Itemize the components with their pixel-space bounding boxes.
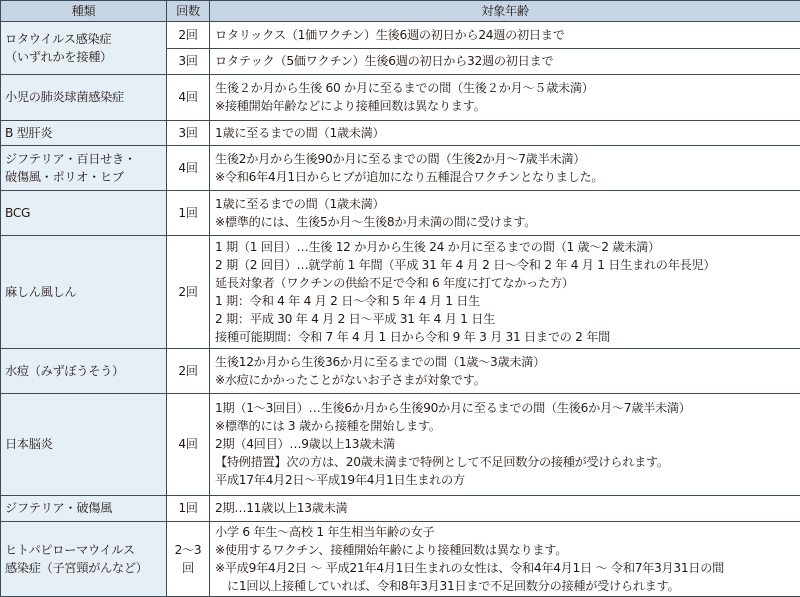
target-age-text: 接種可能期間：令和 7 年 4 月 1 日から令和 9 年 3 月 31 日までの 2 年間 <box>215 329 610 344</box>
dose-count: 2回 <box>167 348 210 393</box>
target-age-text: に1回以上接種していれば、令和8年3月31日まで不足回数分の接種が受けられます。 <box>227 578 680 593</box>
table-row <box>1 190 800 235</box>
vaccine-name: ヒトパピローマウイルス <box>5 542 135 557</box>
target-age-text: 生後2か月から生後90か月に至るまでの間（生後2か月～7歳半未満） <box>215 151 586 166</box>
vaccine-name-cell <box>1 145 167 190</box>
header-row <box>1 1 800 22</box>
dose-count: 3回 <box>167 120 210 145</box>
vaccine-name-cell <box>1 348 167 393</box>
dose-count: 2回 <box>167 236 210 348</box>
vaccine-name-cell <box>1 120 167 145</box>
vaccine-name: ロタウイルス感染症 <box>5 31 112 46</box>
table-row <box>1 348 800 393</box>
target-age-cell <box>210 393 800 495</box>
vaccine-name: ジフテリア・破傷風 <box>5 501 112 516</box>
header-count: 回数 <box>167 1 210 22</box>
target-age-text: ※令和6年4月1日からヒブが追加になり五種混合ワクチンとなりました。 <box>215 169 604 184</box>
target-age-text: 延長対象者（ワクチンの供給不足で令和 6 年度に打てなかった方） <box>215 275 574 290</box>
target-age-cell <box>210 120 800 145</box>
vaccine-name-cell <box>1 22 167 75</box>
table-row <box>1 120 800 145</box>
vaccine-name-cell <box>1 495 167 521</box>
target-age-text: ロタテック（5価ワクチン）生後6週の初日から32週の初日まで <box>215 54 554 69</box>
dose-count: 1回 <box>167 495 210 521</box>
vaccine-name: 小児の肺炎球菌感染症 <box>5 90 124 105</box>
vaccine-name: 日本脳炎 <box>5 437 53 452</box>
target-age-text: 平成17年4月2日～平成19年4月1日生まれの方 <box>215 473 465 488</box>
target-age-cell <box>210 22 800 49</box>
target-age-text: 生後12か月から生後36か月に至るまでの間（1歳～3歳未満） <box>215 354 546 369</box>
table-row <box>1 145 800 190</box>
vaccine-name: 破傷風・ポリオ・ヒブ <box>5 169 124 184</box>
dose-count: 3回 <box>167 48 210 74</box>
target-age-text: 小学 6 年生～高校 1 年生相当年齢の女子 <box>215 524 435 539</box>
target-age-text: ※使用するワクチン、接種開始年齢により接種回数は異なります。 <box>215 542 568 557</box>
vaccine-name: 感染症（子宮頸がんなど） <box>5 560 148 575</box>
target-age-text: 2 期（2 回目）…就学前 1 年間（平成 31 年 4 月 2 日～令和 2 年 4 月 1 日生まれの年長児） <box>215 257 716 272</box>
header-type: 種類 <box>1 1 167 22</box>
target-age-text: 2期（4回目）…9歳以上13歳未満 <box>215 437 395 452</box>
dose-count: 4回 <box>167 145 210 190</box>
dose-count: 4回 <box>167 393 210 495</box>
table-row <box>1 393 800 495</box>
vaccine-name: （いずれかを接種） <box>5 49 112 64</box>
vaccine-name: 水痘（みずぼうそう） <box>5 363 124 378</box>
target-age-text: 1歳に至るまでの間（1歳未満） <box>215 197 385 212</box>
header-target-age: 対象年齢 <box>210 1 800 22</box>
vaccine-name-cell <box>1 236 167 348</box>
vaccine-name: BCG <box>5 206 31 221</box>
target-age-text: ※標準的には 3 歳から接種を開始します。 <box>215 419 441 434</box>
table-header <box>1 1 800 22</box>
vaccine-name-cell <box>1 393 167 495</box>
vaccine-name-cell <box>1 74 167 120</box>
target-age-text: 2 期：平成 30 年 4 月 2 日～平成 31 年 4 月 1 日生 <box>215 311 495 326</box>
target-age-text: 生後２か月から生後 60 か月に至るまでの間（生後２か月～５歳未満） <box>215 81 594 96</box>
target-age-text: 1歳に至るまでの間（1歳未満） <box>215 125 385 140</box>
target-age-text: 1 期（1 回目）…生後 12 か月から生後 24 か月に至るまでの間（1 歳～2 歳未満） <box>215 239 660 254</box>
target-age-cell <box>210 521 800 596</box>
target-age-text: 1期（1～3回目）…生後6か月から生後90か月に至るまでの間（生後6か月～7歳半未満） <box>215 401 691 416</box>
vaccine-name: B 型肝炎 <box>5 125 53 140</box>
target-age-text: 2期…11歳以上13歳未満 <box>215 501 348 516</box>
dose-count: 2回 <box>167 22 210 49</box>
table-row <box>1 495 800 521</box>
dose-count: 1回 <box>167 190 210 235</box>
target-age-text: ※接種開始年齢などにより接種回数は異なります。 <box>215 99 486 114</box>
dose-count: 4回 <box>167 74 210 120</box>
table-row <box>1 521 800 596</box>
target-age-cell <box>210 190 800 235</box>
table-body <box>1 22 800 597</box>
target-age-text: ※平成9年4月2日 ～ 平成21年4月1日生まれの女性は、令和4年4月1日 ～ 令和7年3月31日の間 <box>215 560 724 575</box>
vaccine-name-cell <box>1 521 167 596</box>
target-age-cell <box>210 48 800 74</box>
target-age-cell <box>210 74 800 120</box>
table-row <box>1 22 800 49</box>
target-age-cell <box>210 348 800 393</box>
dose-count: 2～3回 <box>167 521 210 596</box>
table-row <box>1 74 800 120</box>
vaccine-name: ジフテリア・百日せき・ <box>5 151 136 166</box>
vaccine-name: 麻しん風しん <box>5 284 77 299</box>
target-age-text: 1 期：令和 4 年 4 月 2 日～令和 5 年 4 月 1 日生 <box>215 293 481 308</box>
target-age-text: ロタリックス（1価ワクチン）生後6週の初日から24週の初日まで <box>215 27 565 42</box>
table-row <box>1 236 800 348</box>
target-age-cell <box>210 236 800 348</box>
target-age-text: 【特例措置】次の方は、20歳未満まで特例として不足回数分の接種が受けられます。 <box>215 455 669 470</box>
target-age-text: ※水痘にかかったことがないお子さまが対象です。 <box>215 372 486 387</box>
target-age-text: ※標準的には、生後5か月～生後8か月未満の間に受けます。 <box>215 215 537 230</box>
target-age-cell <box>210 495 800 521</box>
target-age-cell <box>210 145 800 190</box>
vaccine-name-cell <box>1 190 167 235</box>
